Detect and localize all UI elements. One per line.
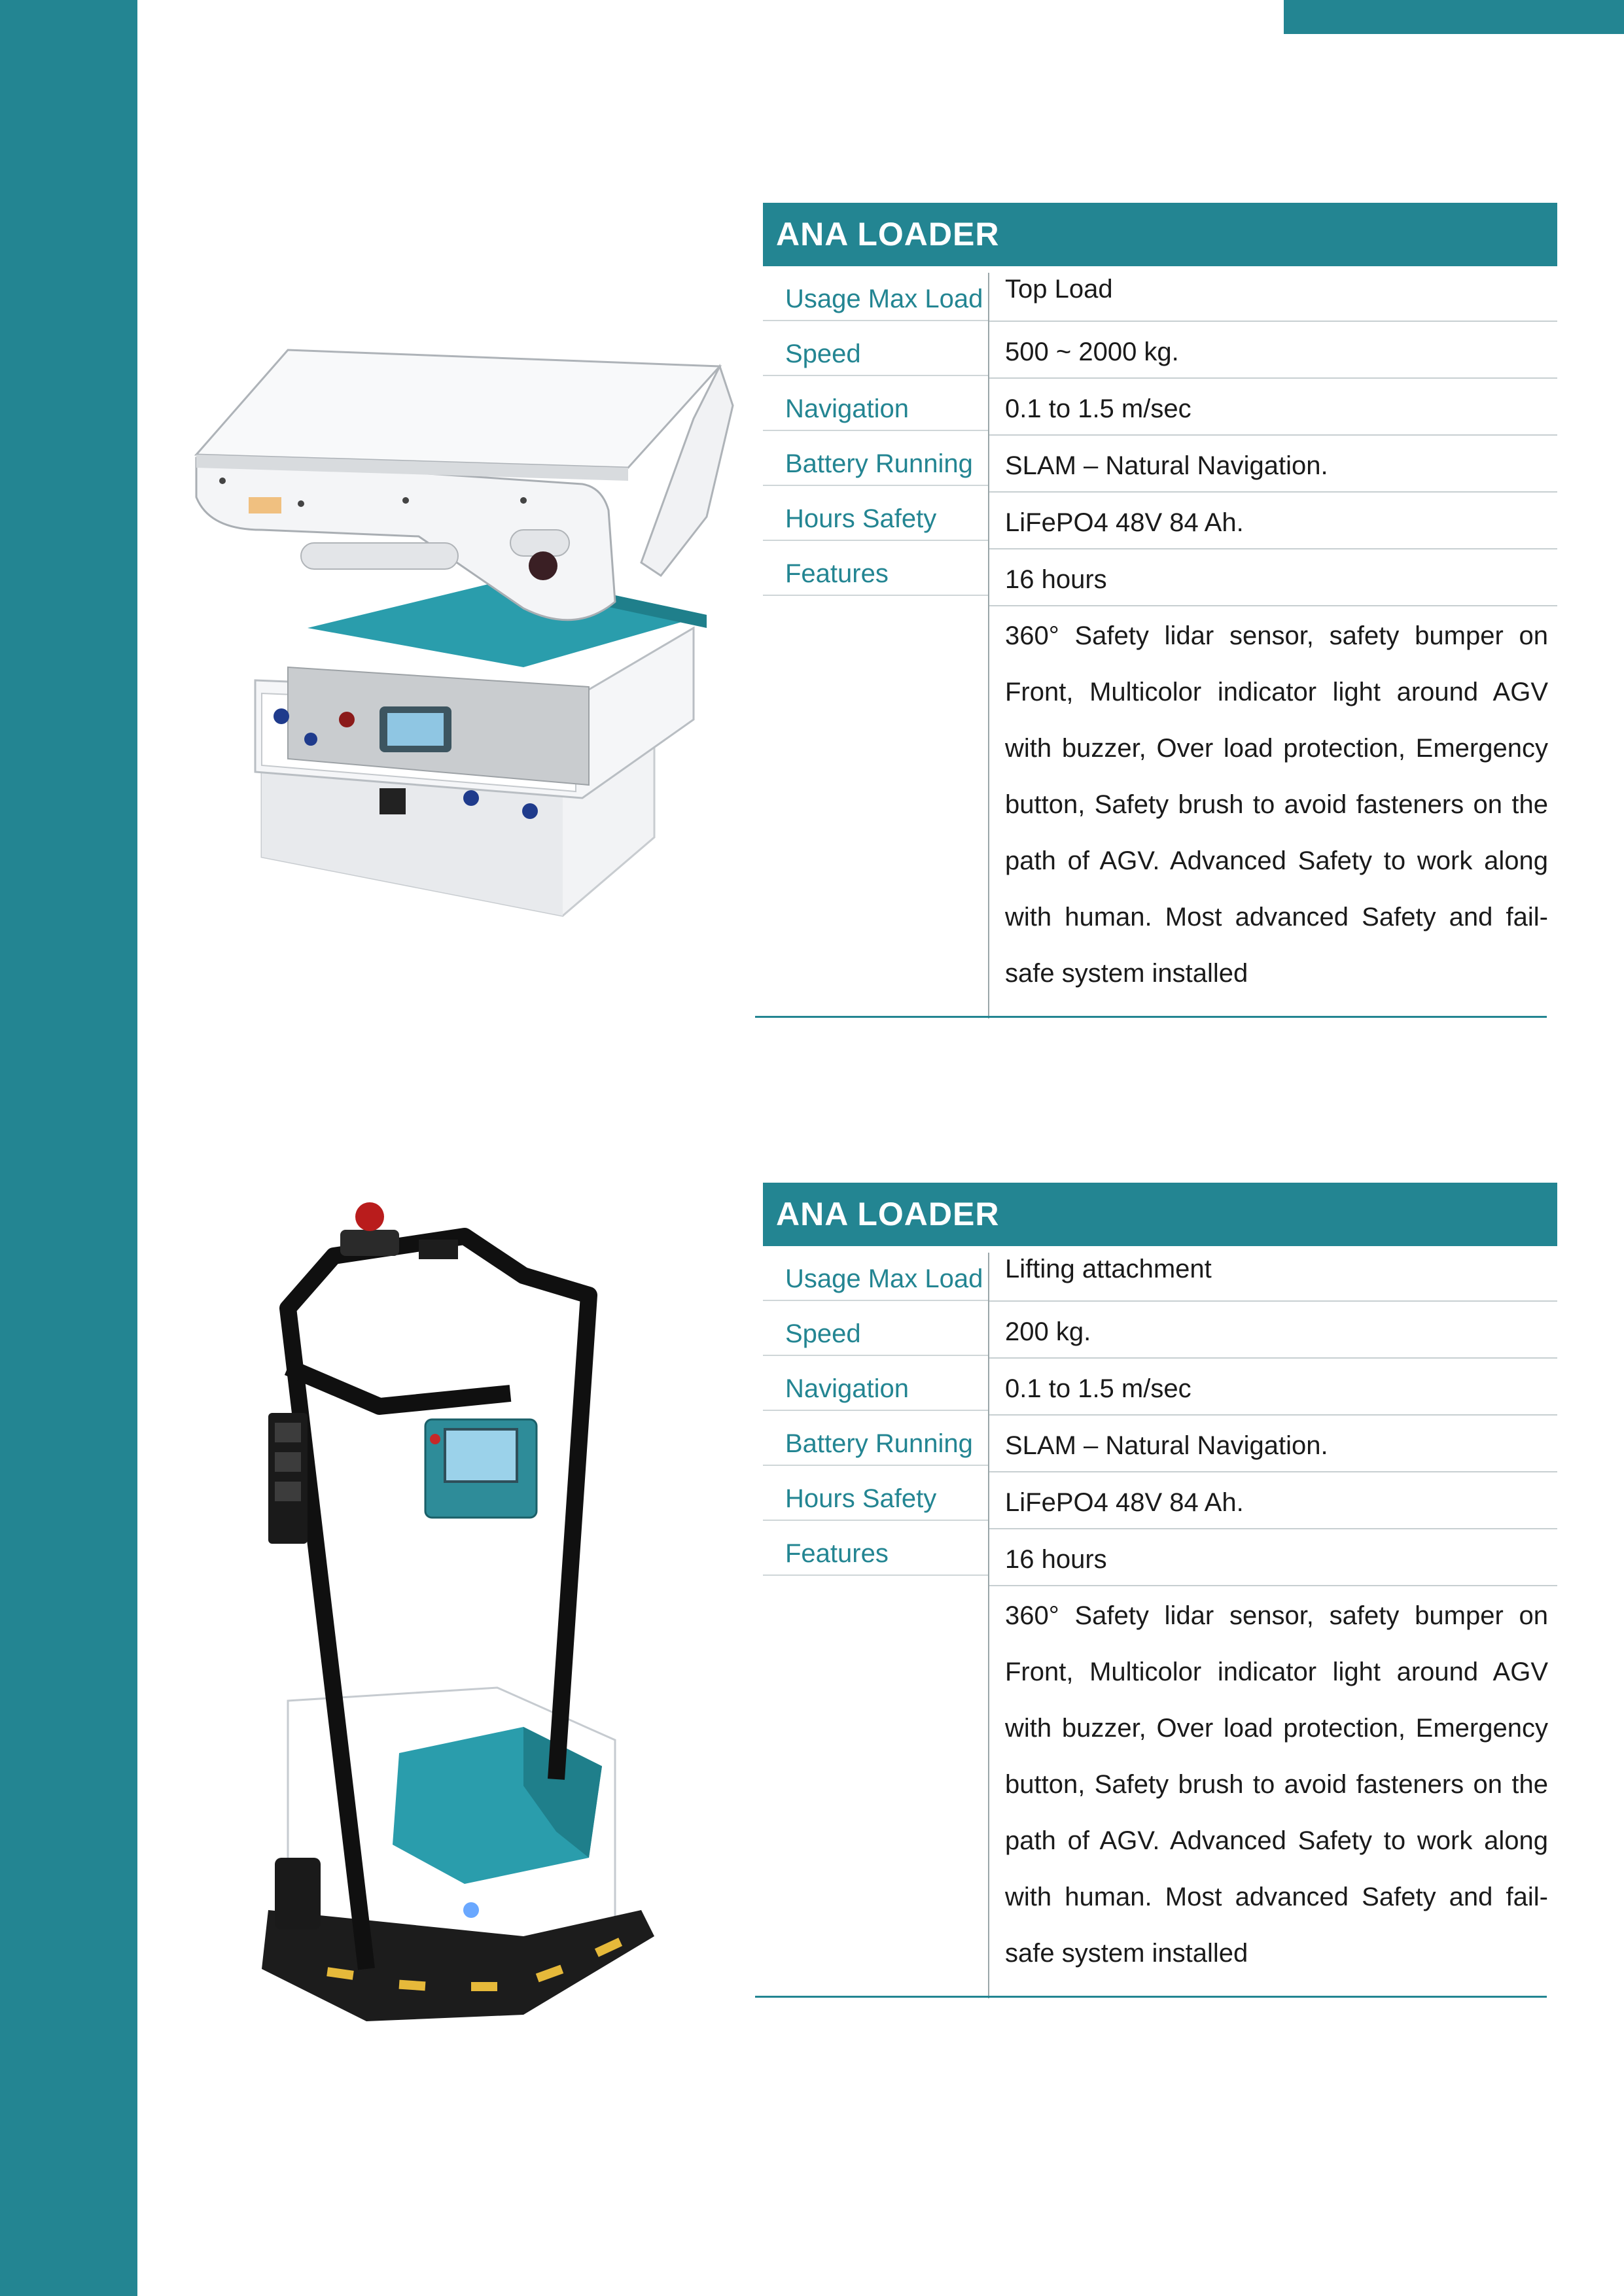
spec-table-2: [752, 1183, 1557, 2000]
agv-top-load-image: [157, 327, 746, 942]
spec-values-column: [989, 266, 1557, 1001]
table-bottom-rule: [755, 1016, 1547, 1018]
label-hours-safety: Hours Safety: [763, 1466, 988, 1521]
spec-table-1: [752, 203, 1557, 1020]
label-features: Features: [763, 541, 988, 596]
features-description: 360° Safety lidar sensor, safety bumper on Front, Multicolor indicator light around AGV with buzzer, Over load protection, Emergency button, Safety brush to avoid fasteners on the path of AGV. Advanced Safety to work along with human. Most advanced Safety and fail-safe system installed: [1005, 1601, 1548, 1968]
label-speed: Speed: [763, 1301, 988, 1356]
label-features: Features: [763, 1521, 988, 1576]
label-usage-max-load: Usage Max Load: [763, 266, 988, 321]
value-features: 16 hours: [989, 1529, 1557, 1586]
value-navigation: 0.1 to 1.5 m/sec: [989, 1359, 1557, 1416]
top-accent-tab: [1284, 0, 1624, 34]
value-features: 16 hours: [989, 549, 1557, 606]
label-battery-running: Battery Running: [763, 1411, 988, 1466]
spec-labels-column: [763, 266, 988, 596]
left-accent-bar: [0, 0, 137, 2296]
value-speed: 500 ~ 2000 kg.: [989, 322, 1557, 379]
label-hours-safety: Hours Safety: [763, 486, 988, 541]
table-bottom-rule: [755, 1996, 1547, 1998]
value-usage-max-load: Top Load: [989, 266, 1557, 322]
spec-values-column: [989, 1246, 1557, 1981]
value-speed: 200 kg.: [989, 1302, 1557, 1359]
value-navigation: 0.1 to 1.5 m/sec: [989, 379, 1557, 436]
value-hours-safety: LiFePO4 48V 84 Ah.: [989, 493, 1557, 549]
label-speed: Speed: [763, 321, 988, 376]
value-battery-running: SLAM – Natural Navigation.: [989, 436, 1557, 493]
spec-table-title: ANA LOADER: [763, 1183, 1557, 1246]
spec-table-title: ANA LOADER: [763, 203, 1557, 266]
agv-lifting-attachment-image: [249, 1177, 667, 2054]
value-usage-max-load: Lifting attachment: [989, 1246, 1557, 1302]
label-battery-running: Battery Running: [763, 431, 988, 486]
label-navigation: Navigation: [763, 1356, 988, 1411]
label-navigation: Navigation: [763, 376, 988, 431]
value-hours-safety: LiFePO4 48V 84 Ah.: [989, 1472, 1557, 1529]
spec-labels-column: [763, 1246, 988, 1576]
label-usage-max-load: Usage Max Load: [763, 1246, 988, 1301]
value-battery-running: SLAM – Natural Navigation.: [989, 1416, 1557, 1472]
features-description: 360° Safety lidar sensor, safety bumper on Front, Multicolor indicator light around AGV with buzzer, Over load protection, Emergency button, Safety brush to avoid fasteners on the path of AGV. Advanced Safety to work along with human. Most advanced Safety and fail-safe system installed: [1005, 621, 1548, 988]
